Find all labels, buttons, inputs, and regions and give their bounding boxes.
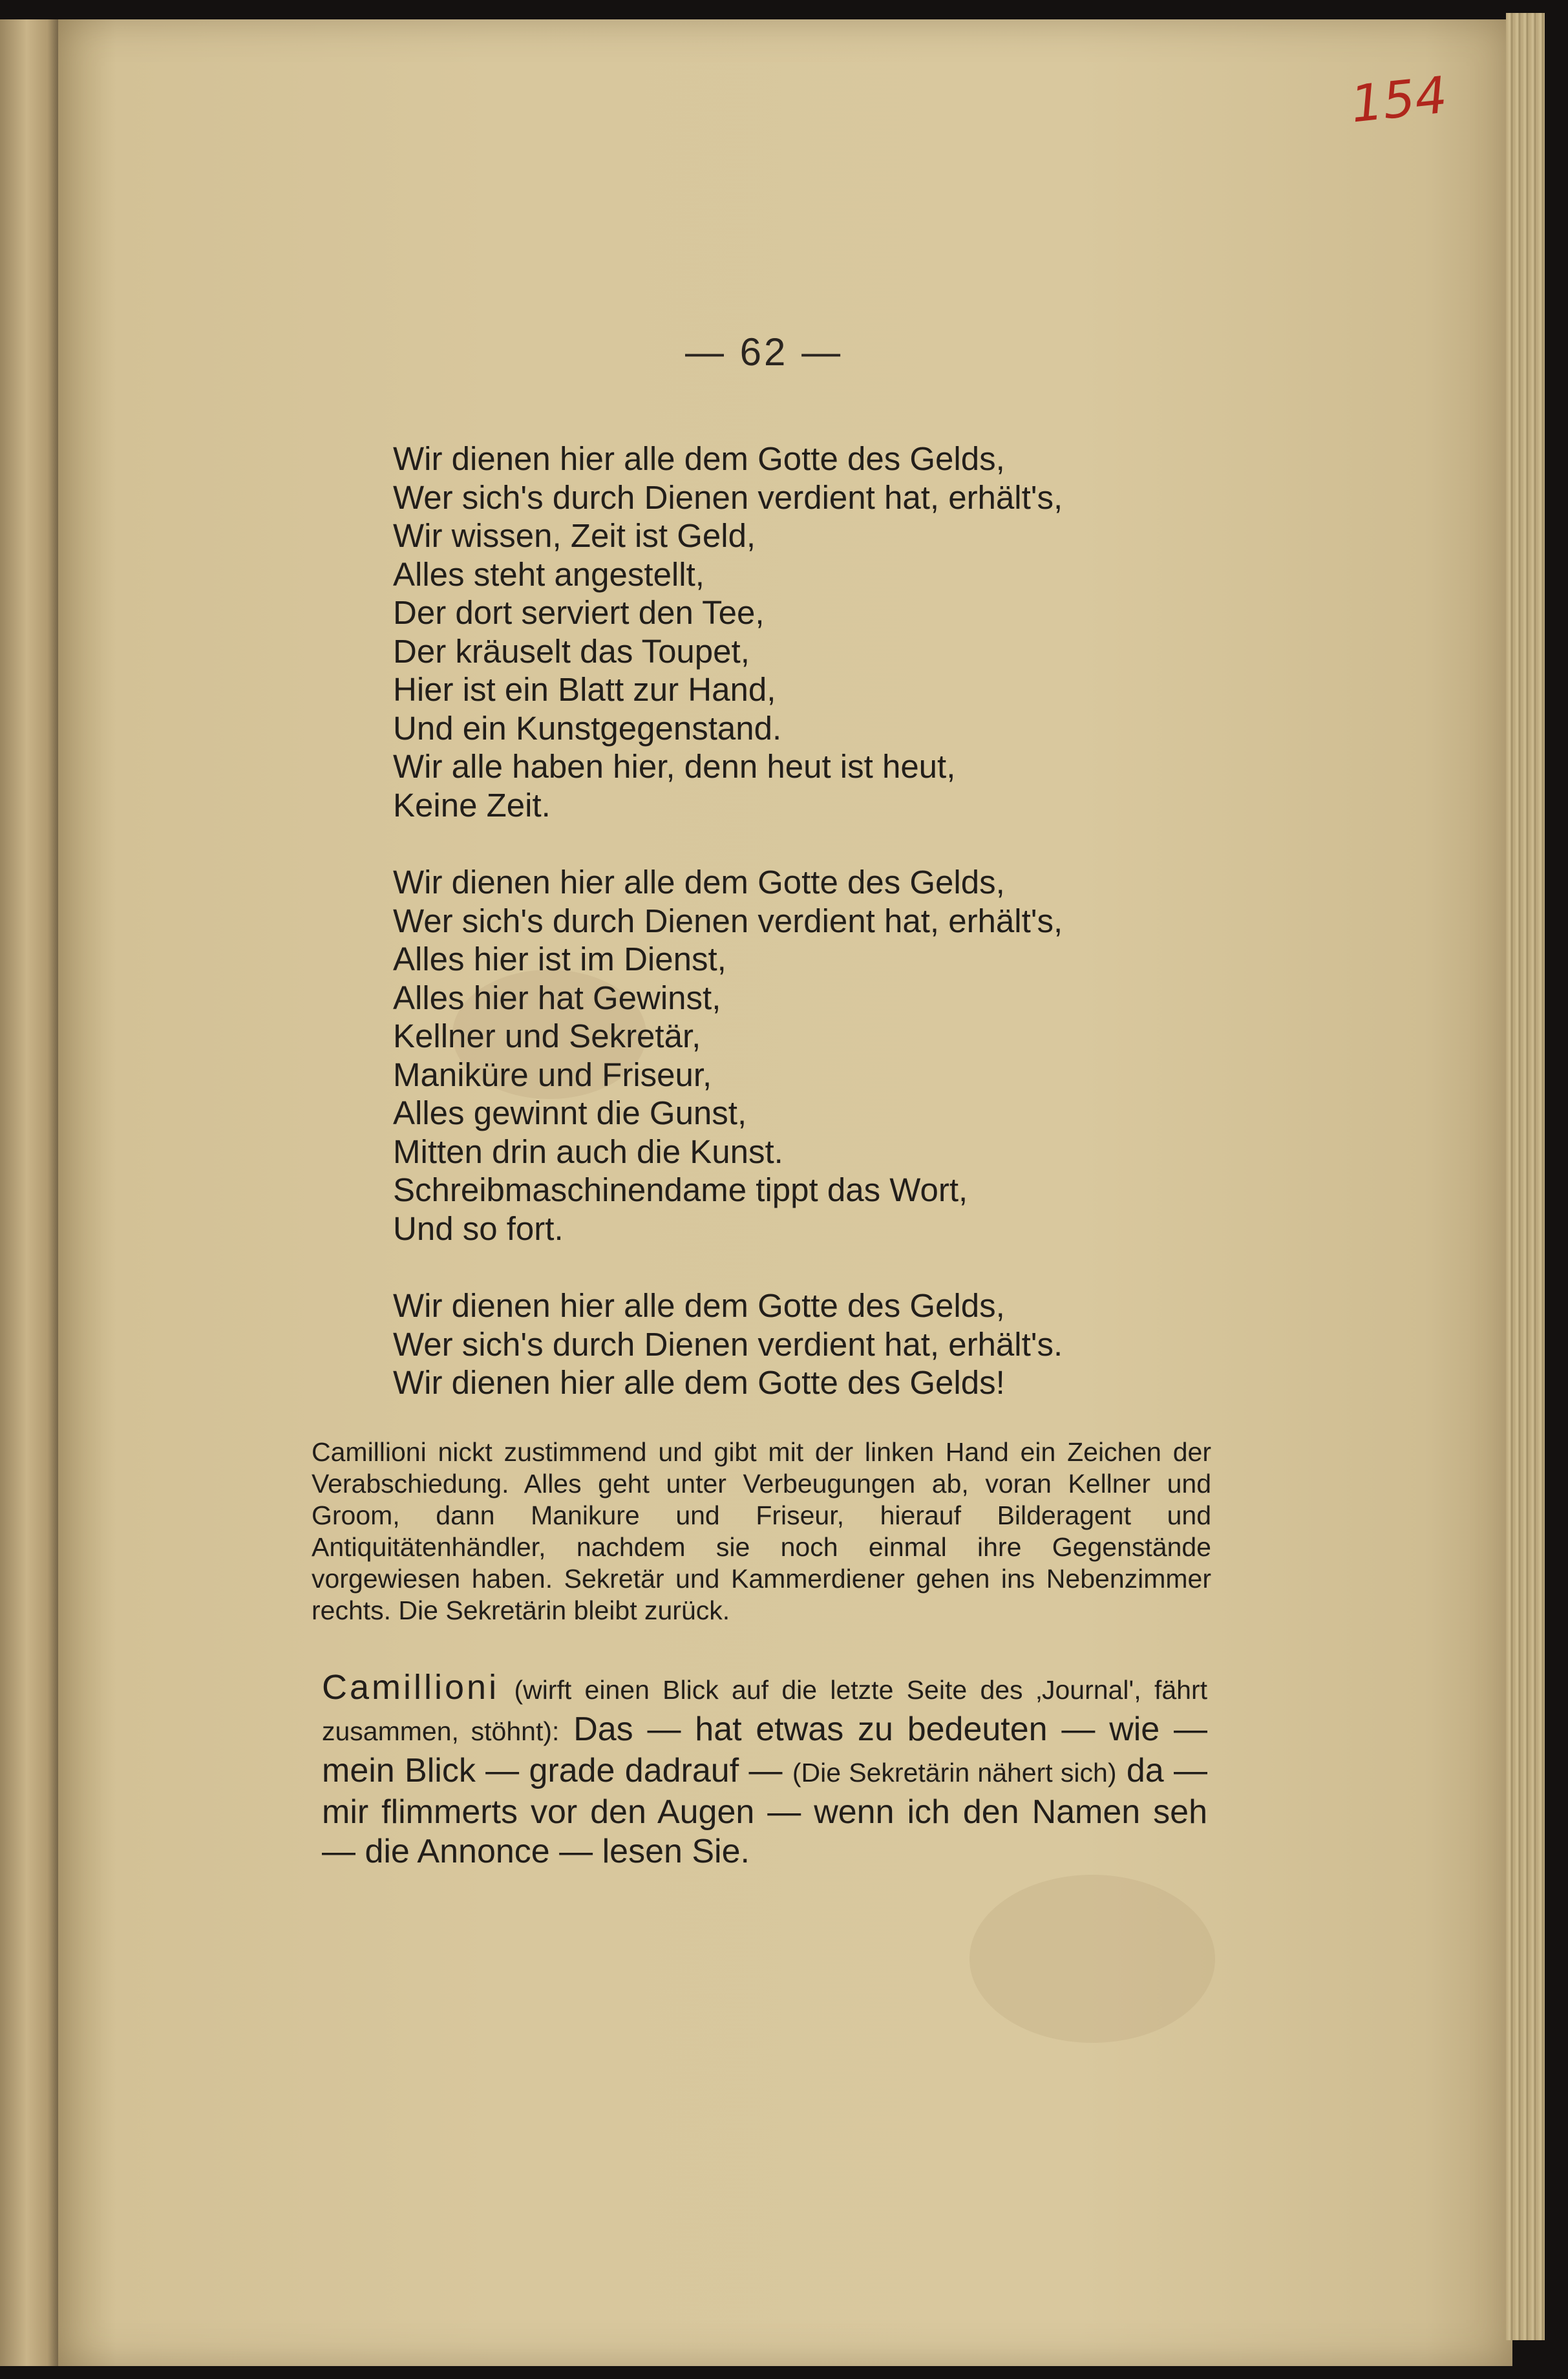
page-number: — 62 — [685,330,843,374]
verse-line: Wir dienen hier alle dem Gotte des Gelds! [393,1364,1005,1401]
spoken-text: da — mir flimmerts vor den Augen — wenn ich den Namen seh — die Annonce — lesen Sie. [322,1752,1207,1870]
verse-stanza-2 [393,863,1063,1248]
verse-line: Wer sich's durch Dienen verdient hat, erhält's, [393,902,1063,939]
verse-line: Der kräuselt das Toupet, [393,632,750,670]
left-page-edge [0,19,59,2366]
verse-line: Wir dienen hier alle dem Gotte des Gelds, [393,440,1005,477]
verse-line: Kellner und Sekretär, [393,1018,701,1054]
verse-line: Wer sich's durch Dienen verdient hat, erhält's. [393,1325,1063,1363]
verse-line: Schreibmaschinendame tippt das Wort, [393,1171,968,1208]
verse-line: Alles gewinnt die Gunst, [393,1094,747,1131]
stage-aside: (Die Sekretärin nähert sich) [792,1758,1117,1787]
verse-line: Mitten drin auch die Kunst. [393,1133,783,1170]
verse-line: Wer sich's durch Dienen verdient hat, erhält's, [393,478,1063,516]
verse-line: Alles hier hat Gewinst, [393,979,721,1016]
verse-line: Alles steht angestellt, [393,555,705,593]
page-stack-edge [1506,13,1545,2340]
verse-line: Maniküre und Friseur, [393,1056,712,1093]
verse-stanza-1 [393,440,1063,824]
speaker-name: Camillioni [322,1668,500,1707]
verse-line: Wir alle haben hier, denn heut ist heut, [393,748,956,785]
verse-line: Alles hier ist im Dienst, [393,941,726,977]
verse-line: Wir dienen hier alle dem Gotte des Gelds, [393,864,1005,901]
verse-line: Wir dienen hier alle dem Gotte des Gelds, [393,1287,1005,1324]
paper-stain [969,1875,1215,2043]
verse-line: Und so fort. [393,1210,564,1247]
spoken-text: Das — hat etwas zu bedeuten — wie — mein Blick — grade dadrauf — [322,1711,1208,1789]
verse-line: Keine Zeit. [393,786,551,824]
verse-line: Wir wissen, Zeit ist Geld, [393,517,756,554]
stage-direction: Camillioni nickt zustimmend und gibt mit der linken Hand ein Zeichen der Verabschiedung. Alles geht unter Verbeugungen ab, voran Kellner und Groom, dann Manikure und Friseur, hierauf Bilderagent und Antiquitätenhändler, nachdem sie noch einmal ihre Gegenstände vorgewiesen haben. Sekretär und Kammerdiener gehen ins Nebenzimmer rechts. Die Sekretärin bleibt zurück. [312,1437,1211,1625]
verse-line: Und ein Kunstgegenstand. [393,709,782,747]
verse-line: Hier ist ein Blatt zur Hand, [393,671,776,708]
stage-aside: (wirft einen Blick auf die letzte Seite des ‚Journal', fährt zusammen, stöhnt): [322,1675,1208,1746]
handwritten-folio-number: 154 [1348,66,1450,134]
verse-line: Der dort serviert den Tee, [393,594,765,631]
dialogue-paragraph [322,1668,1207,1872]
verse-stanza-3 [393,1286,1063,1402]
